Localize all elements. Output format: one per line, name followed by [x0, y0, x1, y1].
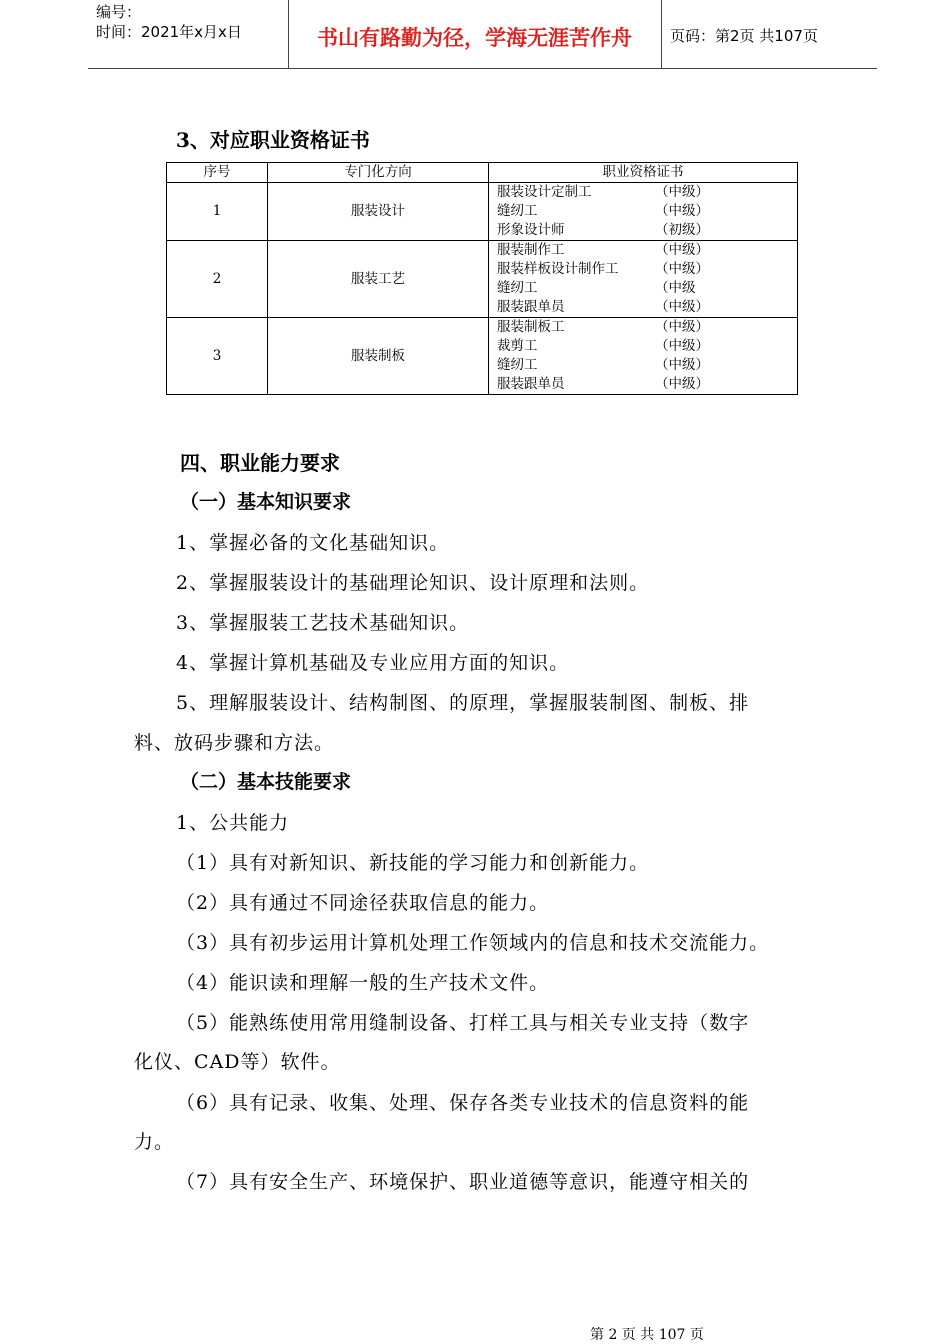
knowledge-item: 2、掌握服装设计的基础理论知识、设计原理和法则。 [176, 572, 650, 594]
cell-certs [489, 318, 798, 395]
cert-name: 服装样板设计制作工 [497, 261, 619, 277]
cert-name: 缝纫工 [497, 357, 538, 373]
skill-item: （7）具有安全生产、环境保护、职业道德等意识，能遵守相关的 [176, 1171, 750, 1193]
sub1-title: （一）基本知识要求 [180, 491, 352, 513]
skill-item: （2）具有通过不同途径获取信息的能力。 [176, 892, 550, 914]
skill-item: （3）具有初步运用计算机处理工作领域内的信息和技术交流能力。 [176, 932, 770, 954]
header-page-info: 页码：第2页 共107页 [670, 27, 818, 45]
table-row [167, 241, 798, 318]
cert-name: 裁剪工 [497, 338, 538, 354]
skill-item: （4）能识读和理解一般的生产技术文件。 [176, 972, 550, 994]
cert-level: （中级） [655, 242, 709, 258]
section4-title: 四、职业能力要求 [180, 451, 340, 475]
cert-level: （中级） [655, 376, 709, 392]
table-header-row [167, 163, 798, 183]
cell-no: 2 [167, 241, 268, 318]
table-row [167, 183, 798, 241]
page-footer: 第 2 页 共 107 页 [590, 1327, 704, 1343]
section3-title: 3、对应职业资格证书 [176, 128, 370, 152]
skill-item: （5）能熟练使用常用缝制设备、打样工具与相关专业支持（数字 [176, 1012, 750, 1034]
knowledge-item-continued: 料、放码步骤和方法。 [134, 732, 335, 754]
page-header [88, 0, 877, 69]
cert-level: （中级） [655, 338, 709, 354]
cert-name: 服装制板工 [497, 319, 565, 335]
cert-level: （中级） [655, 184, 709, 200]
cert-level: （中级 [655, 280, 696, 296]
certificate-table [166, 162, 798, 395]
cert-item [497, 318, 797, 337]
cert-name: 形象设计师 [497, 222, 565, 238]
cell-certs [489, 183, 798, 241]
cert-item [497, 202, 797, 221]
cell-direction: 服装工艺 [268, 241, 489, 318]
header-motto: 书山有路勤为径，学海无涯苦作舟 [317, 26, 632, 50]
cert-name: 服装跟单员 [497, 299, 565, 315]
cert-level: （中级） [655, 203, 709, 219]
skill-item: （1）具有对新知识、新技能的学习能力和创新能力。 [176, 852, 650, 874]
cell-no: 3 [167, 318, 268, 395]
skill-item-continued: 化仪、CAD等）软件。 [134, 1051, 341, 1073]
header-divider [661, 0, 662, 68]
cert-name: 服装跟单员 [497, 376, 565, 392]
header-direction: 专门化方向 [268, 163, 489, 183]
header-left [96, 2, 242, 42]
cert-item [497, 260, 797, 279]
table-row [167, 318, 798, 395]
header-certs: 职业资格证书 [489, 163, 798, 183]
time-label: 时间：2021年x月x日 [96, 23, 242, 41]
cert-name: 服装制作工 [497, 242, 565, 258]
cell-certs [489, 241, 798, 318]
sub2-title: （二）基本技能要求 [180, 771, 352, 793]
knowledge-item: 3、掌握服装工艺技术基础知识。 [176, 612, 470, 634]
cert-name: 服装设计定制工 [497, 184, 592, 200]
cert-item [497, 183, 797, 202]
cert-level: （中级） [655, 319, 709, 335]
knowledge-item: 4、掌握计算机基础及专业应用方面的知识。 [176, 652, 570, 674]
cert-level: （初级） [655, 222, 709, 238]
skill-item: （6）具有记录、收集、处理、保存各类专业技术的信息资料的能 [176, 1092, 750, 1114]
cert-item [497, 337, 797, 356]
skill-item-continued: 力。 [134, 1131, 175, 1153]
cert-level: （中级） [655, 357, 709, 373]
header-no: 序号 [167, 163, 268, 183]
cert-item [497, 375, 797, 394]
cert-name: 缝纫工 [497, 203, 538, 219]
cert-item [497, 356, 797, 375]
cert-item [497, 221, 797, 240]
knowledge-item: 1、掌握必备的文化基础知识。 [176, 532, 450, 554]
cell-no: 1 [167, 183, 268, 241]
serial-label: 编号： [96, 3, 142, 21]
skills-intro: 1、公共能力 [176, 812, 290, 834]
cert-name: 缝纫工 [497, 280, 538, 296]
cert-item [497, 241, 797, 260]
cert-item [497, 279, 797, 298]
cert-level: （中级） [655, 261, 709, 277]
cert-item [497, 298, 797, 317]
cell-direction: 服装设计 [268, 183, 489, 241]
knowledge-item: 5、理解服装设计、结构制图、的原理，掌握服装制图、制板、排 [176, 692, 750, 714]
cell-direction: 服装制板 [268, 318, 489, 395]
cert-level: （中级） [655, 299, 709, 315]
